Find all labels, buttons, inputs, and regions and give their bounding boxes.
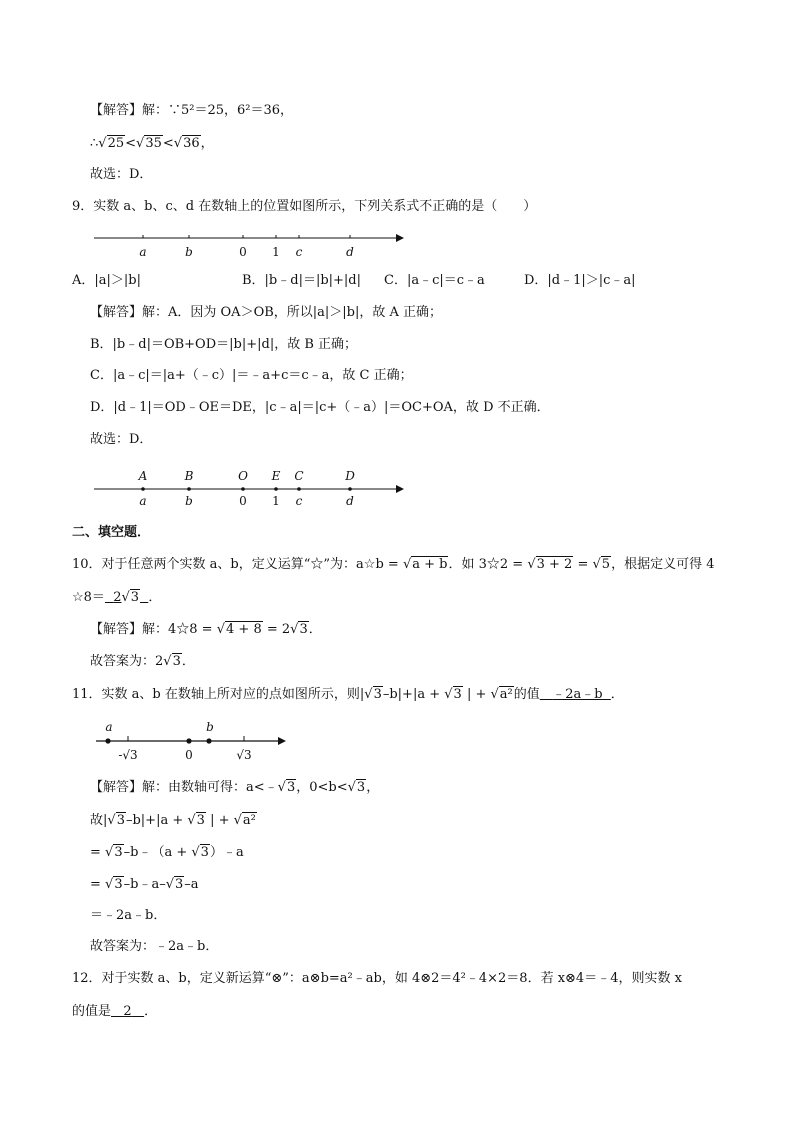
axis-arrow-icon — [278, 737, 286, 745]
q10-answer-line: 【解答】解：4☆8 = √4 + 8 = 2√3． — [90, 622, 322, 637]
therefore-symbol: ∴ — [90, 136, 99, 151]
point-dot-a — [105, 738, 110, 743]
q9-option-b: B．|b﹣d|＝|b|+|d| — [242, 273, 362, 288]
point-label-1: 1 — [272, 245, 280, 259]
point-dot-0 — [141, 487, 145, 491]
point-label-d: d — [346, 494, 354, 508]
q12-stem-line-1: 12．对于实数 a、b，定义新运算“⊗”：a⊗b=a²﹣ab，如 4⊗2＝4²﹣4×2＝8．若 x⊗4＝﹣4，则实数 x — [72, 971, 682, 986]
point-letter-C: C — [294, 469, 304, 483]
q9-answer-line-2: B．|b﹣d|＝OB+OD＝|b|+|d|，故 B 正确； — [90, 337, 358, 352]
q9-option-a: A．|a|＞|b| — [72, 273, 141, 288]
q8-answer-line-1: 【解答】解：∵5²＝25，6²＝36， — [90, 103, 294, 118]
q9-option-c: C．|a﹣c|＝c﹣a — [384, 273, 485, 288]
point-label-b: b — [206, 720, 214, 734]
point-label-a: a — [105, 720, 113, 734]
q11-answer-line-4: = √3–b﹣a–√3–a — [90, 877, 199, 892]
sqrt-a-plus-b: √a + b — [402, 557, 448, 572]
point-dot-4 — [297, 487, 301, 491]
q9-option-d: D．|d﹣1|＞|c﹣a| — [524, 273, 636, 288]
point-dot-5 — [348, 487, 352, 491]
sqrt-a-squared: √a² — [490, 687, 513, 702]
point-letter-A: A — [138, 469, 148, 483]
q9-number-line-1 — [90, 226, 410, 262]
q11-answer-final: 故答案为：﹣2a﹣b． — [90, 939, 219, 954]
label-neg-sqrt3: -√3 — [118, 748, 138, 762]
q11-answer-line-1: 【解答】解：由数轴可得：a<﹣√3，0<b<√3， — [90, 780, 380, 795]
point-label-1: 1 — [272, 494, 280, 508]
q10-stem-line-1: 10．对于任意两个实数 a、b，定义运算“☆”为：a☆b = √a + b．如 3☆2 = √3 + 2 = √5，根据定义可得 4 — [72, 557, 715, 572]
point-dot-0 — [186, 738, 191, 743]
q12-stem-line-2: 的值是 2 ． — [72, 1004, 158, 1019]
q9-answer-line-3: C．|a﹣c|＝|a+（﹣c）|＝﹣a+c＝c﹣a，故 C 正确； — [90, 368, 413, 383]
point-letter-E: E — [271, 469, 281, 483]
point-label-0: 0 — [239, 494, 247, 508]
q10-answer-final: 故答案为：2√3． — [90, 654, 195, 669]
q11-answer-line-3: = √3–b﹣（a + √3）﹣a — [90, 845, 244, 860]
q10-answer-blank: 2√3 — [113, 590, 140, 605]
sqrt-3-plus-2: √3 + 2 — [527, 557, 573, 572]
q12-answer-blank: 2 — [123, 1004, 132, 1019]
point-letter-O: O — [238, 469, 248, 483]
q11-stem: 11．实数 a、b 在数轴上所对应的点如图所示，则|√3–b|+|a + √3 | + √a²的值 ﹣2a﹣b ． — [72, 687, 624, 702]
point-label-b: b — [185, 245, 193, 259]
point-label-c: c — [295, 245, 303, 259]
sqrt-36: √36 — [173, 136, 200, 151]
point-dot-3 — [274, 487, 278, 491]
point-label-d: d — [346, 245, 354, 259]
q9-answer-line-4: D．|d﹣1|＝OD﹣OE＝DE，|c﹣a|＝|c+（﹣a）|＝OC+OA，故 D 不正确． — [90, 400, 550, 415]
point-label-0: 0 — [239, 245, 247, 259]
point-label-a: a — [139, 245, 147, 259]
point-label-b: b — [185, 494, 193, 508]
point-label-c: c — [295, 494, 303, 508]
sqrt-5: √5 — [592, 557, 611, 572]
point-dot-b — [206, 738, 211, 743]
q11-number-line — [92, 716, 292, 768]
sqrt-3: √3 — [277, 780, 296, 795]
sqrt-3: √3 — [290, 622, 308, 637]
q11-answer-line-5: ＝﹣2a﹣b． — [90, 908, 167, 923]
sqrt-3: √3 — [165, 877, 184, 892]
sqrt-3: √3 — [191, 845, 209, 860]
q10-stem-line-2: ☆8＝ 2√3 ． — [72, 590, 162, 605]
sqrt-3: √3 — [163, 654, 181, 669]
q8-answer-final: 故选：D． — [90, 167, 153, 182]
q11-answer-blank: ﹣2a﹣b — [552, 687, 603, 702]
q9-stem: 9．实数 a、b、c、d 在数轴上的位置如图所示，下列关系式不正确的是（ ） — [72, 199, 537, 214]
section-title: 二、填空题． — [72, 525, 151, 540]
sqrt-3: √3 — [105, 845, 123, 860]
q9-number-line-2 — [90, 464, 410, 512]
q11-answer-line-2: 故|√3–b|+|a + √3 | + √a² — [90, 813, 256, 828]
sqrt-3: √3 — [107, 813, 125, 828]
label-zero: 0 — [185, 748, 193, 762]
axis-arrow-icon — [396, 234, 404, 242]
q8-answer-line-2: ∴√25<√35<√36， — [90, 136, 214, 151]
sqrt-35: √35 — [136, 136, 162, 151]
sqrt-3: √3 — [364, 687, 382, 702]
q9-answer-line-1: 【解答】解：A．因为 OA＞OB，所以|a|＞|b|，故 A 正确； — [90, 305, 443, 320]
sqrt-3: √3 — [444, 687, 462, 702]
sqrt-3: √3 — [105, 877, 123, 892]
sqrt-25: √25 — [98, 136, 125, 151]
point-dot-1 — [187, 487, 191, 491]
label-sqrt3: √3 — [236, 748, 252, 762]
sqrt-4-plus-8: √4 + 8 — [216, 622, 262, 637]
sqrt-a-squared: √a² — [233, 813, 256, 828]
point-dot-2 — [241, 487, 245, 491]
point-letter-B: B — [184, 469, 194, 483]
q9-answer-final: 故选：D． — [90, 432, 153, 447]
sqrt-3: √3 — [187, 813, 205, 828]
sqrt-3: √3 — [347, 780, 366, 795]
axis-arrow-icon — [396, 485, 404, 493]
point-letter-D: D — [345, 469, 355, 483]
point-label-a: a — [139, 494, 147, 508]
